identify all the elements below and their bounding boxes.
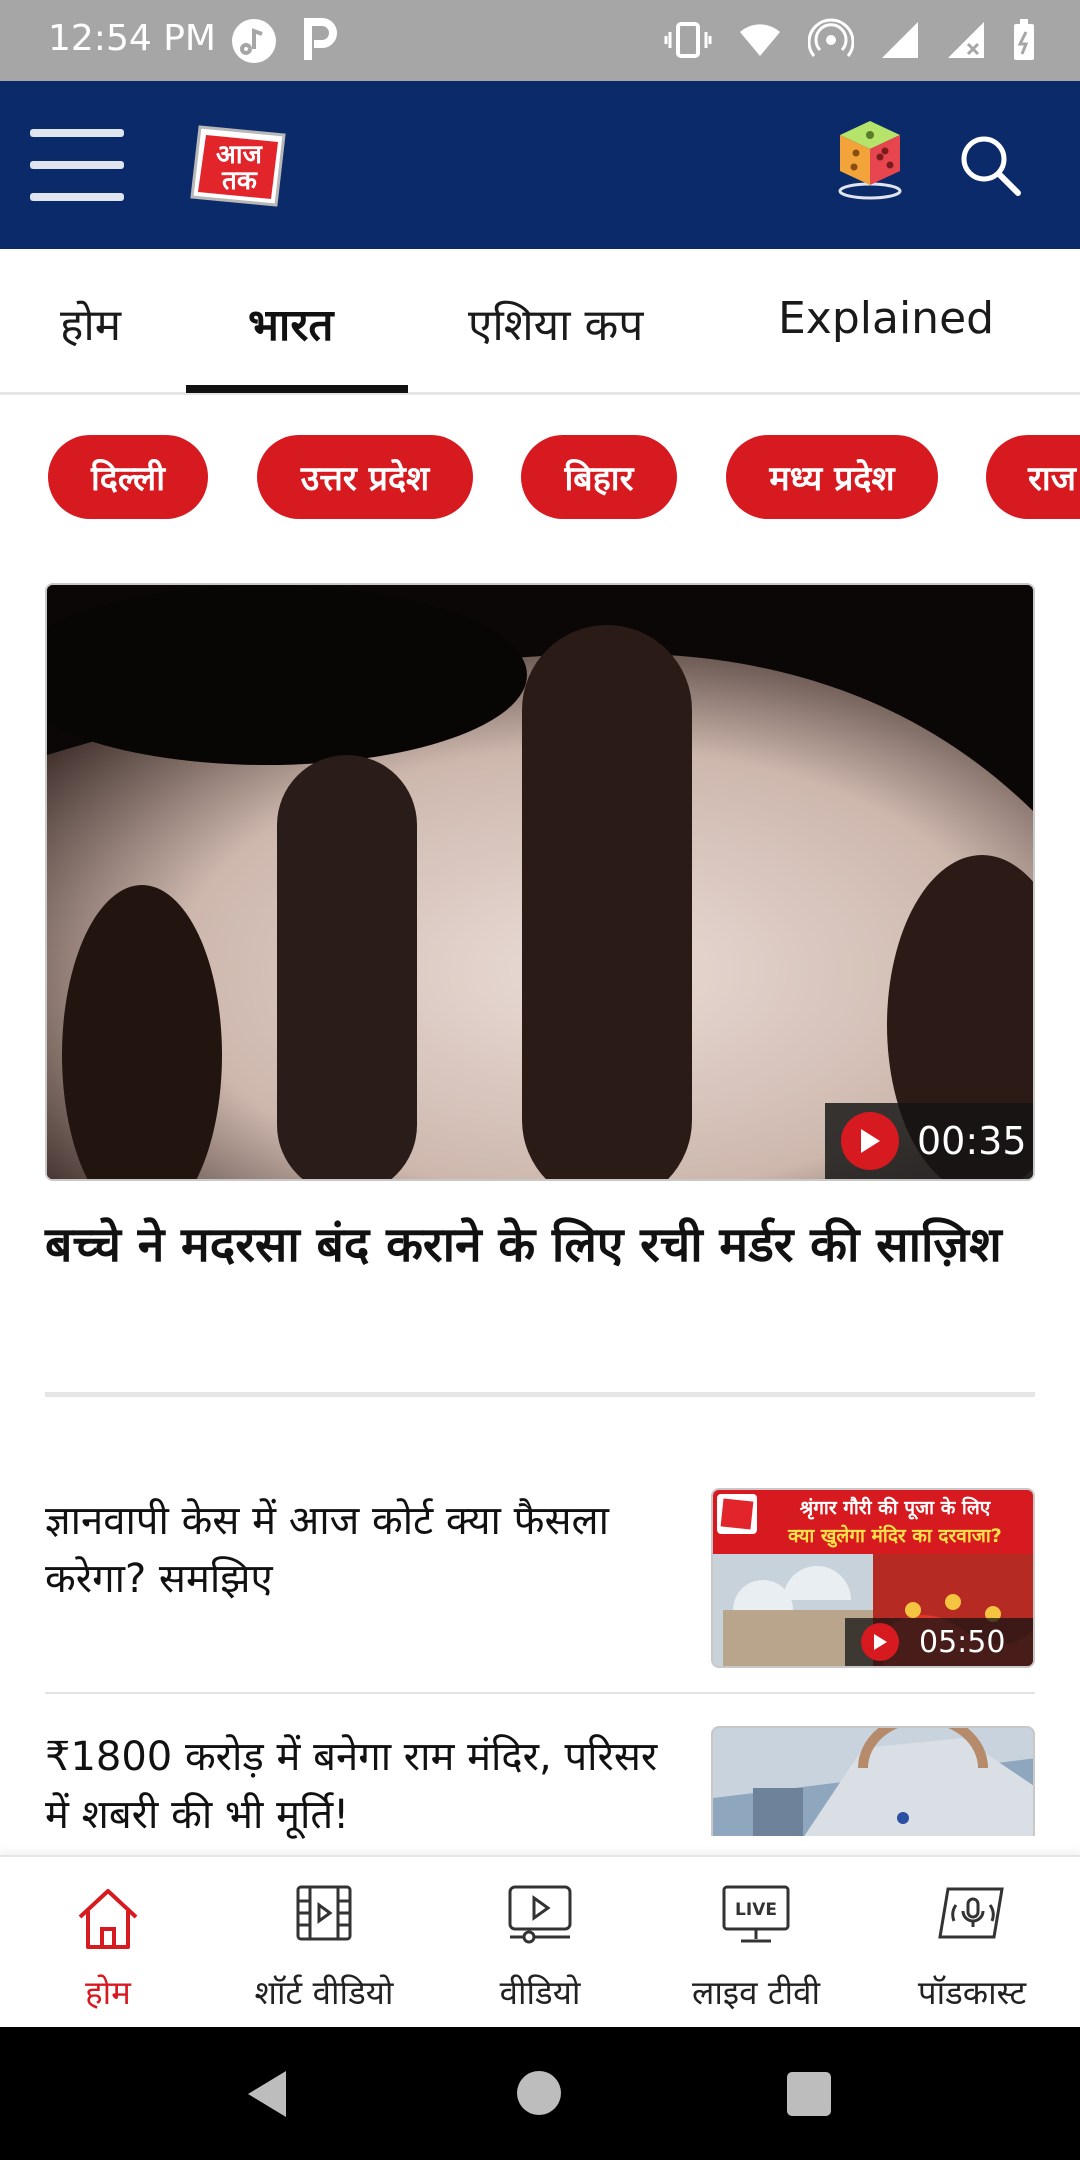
play-icon[interactable] <box>841 1112 899 1170</box>
aaj-tak-logo[interactable] <box>186 117 292 213</box>
battery-icon <box>1012 18 1036 62</box>
signal-x-icon <box>946 20 986 60</box>
hero-duration: 00:35 <box>917 1119 1027 1163</box>
game-dice-icon[interactable] <box>830 115 910 205</box>
ram-mandir-image <box>713 1728 1035 1836</box>
tab-bharat[interactable]: भारत <box>248 300 334 351</box>
nav-live-tv-label: लाइव टीवी <box>691 1973 821 2012</box>
live-badge: LIVE <box>735 1900 777 1920</box>
recents-icon[interactable] <box>786 2071 832 2117</box>
short-video-icon <box>294 1883 354 1943</box>
channel-logo-icon <box>717 1494 757 1534</box>
divider <box>45 1392 1035 1397</box>
chip-uttar-pradesh[interactable]: उत्तर प्रदेश <box>257 435 473 519</box>
status-bar <box>0 0 1080 81</box>
music-notification-icon <box>232 19 276 63</box>
wifi-icon <box>738 20 782 60</box>
section-tabs <box>0 249 1080 395</box>
menu-icon[interactable] <box>30 129 124 201</box>
chip-delhi[interactable]: दिल्ली <box>48 435 208 519</box>
live-tv-icon <box>721 1883 791 1945</box>
p-notification-icon <box>300 14 340 68</box>
thumbnail-banner-line-1: श्रृंगार गौरी की पूजा के लिए <box>799 1497 991 1519</box>
tab-home[interactable]: होम <box>60 300 122 351</box>
story-headline[interactable]: ₹1800 करोड़ में बनेगा राम मंदिर, परिसर में शबरी की भी मूर्ति! <box>45 1734 658 1838</box>
nav-home-label: होम <box>85 1973 131 2012</box>
podcast-icon <box>936 1883 1008 1943</box>
video-icon <box>507 1883 573 1945</box>
nav-video[interactable] <box>432 1857 648 2029</box>
story-thumbnail[interactable] <box>711 1726 1035 1836</box>
story-headline[interactable]: ज्ञानवापी केस में आज कोर्ट क्या फैसला करेगा? समझिए <box>45 1498 609 1602</box>
duration-badge <box>845 1618 1033 1666</box>
app-bar <box>0 81 1080 249</box>
nav-podcast-label: पॉडकास्ट <box>917 1973 1027 2012</box>
home-circle-icon[interactable] <box>516 2070 562 2116</box>
active-tab-indicator <box>186 385 408 393</box>
chip-bihar[interactable]: बिहार <box>521 435 677 519</box>
tab-asia-cup[interactable]: एशिया कप <box>468 300 644 351</box>
search-icon[interactable] <box>958 133 1022 197</box>
hero-image <box>47 585 1035 1181</box>
nav-podcast[interactable] <box>864 1857 1080 2029</box>
tab-explained[interactable]: Explained <box>778 293 995 344</box>
nav-short-video-label: शॉर्ट वीडियो <box>254 1973 394 2012</box>
hero-headline[interactable]: बच्चे ने मदरसा बंद कराने के लिए रची मर्डर की साज़िश <box>45 1217 1002 1273</box>
system-navigation-bar <box>0 2027 1080 2160</box>
chip-rajasthan[interactable]: राज <box>986 435 1080 519</box>
nav-home[interactable] <box>0 1857 216 2029</box>
divider <box>45 1692 1035 1694</box>
nav-short-video[interactable] <box>216 1857 432 2029</box>
chip-madhya-pradesh[interactable]: मध्य प्रदेश <box>726 435 938 519</box>
story-thumbnail[interactable] <box>711 1488 1035 1668</box>
back-icon[interactable] <box>244 2069 290 2119</box>
logo-text-1: आज <box>216 140 262 170</box>
hero-video-thumbnail[interactable] <box>45 583 1035 1181</box>
nav-live-tv[interactable] <box>648 1857 864 2029</box>
bottom-navigation <box>0 1855 1080 2027</box>
signal-icon <box>880 20 920 60</box>
logo-text-2: तक <box>222 166 257 196</box>
status-time: 12:54 PM <box>48 18 216 59</box>
thumbnail-banner <box>713 1490 1033 1554</box>
play-icon[interactable] <box>861 1623 899 1661</box>
thumbnail-banner-line-2: क्या खुलेगा मंदिर का दरवाजा? <box>788 1525 1002 1547</box>
home-icon <box>74 1883 142 1953</box>
story-duration: 05:50 <box>919 1624 1006 1660</box>
vibrate-icon <box>664 20 712 60</box>
duration-badge <box>825 1103 1033 1179</box>
nav-video-label: वीडियो <box>499 1973 581 2012</box>
hotspot-icon <box>808 18 854 62</box>
